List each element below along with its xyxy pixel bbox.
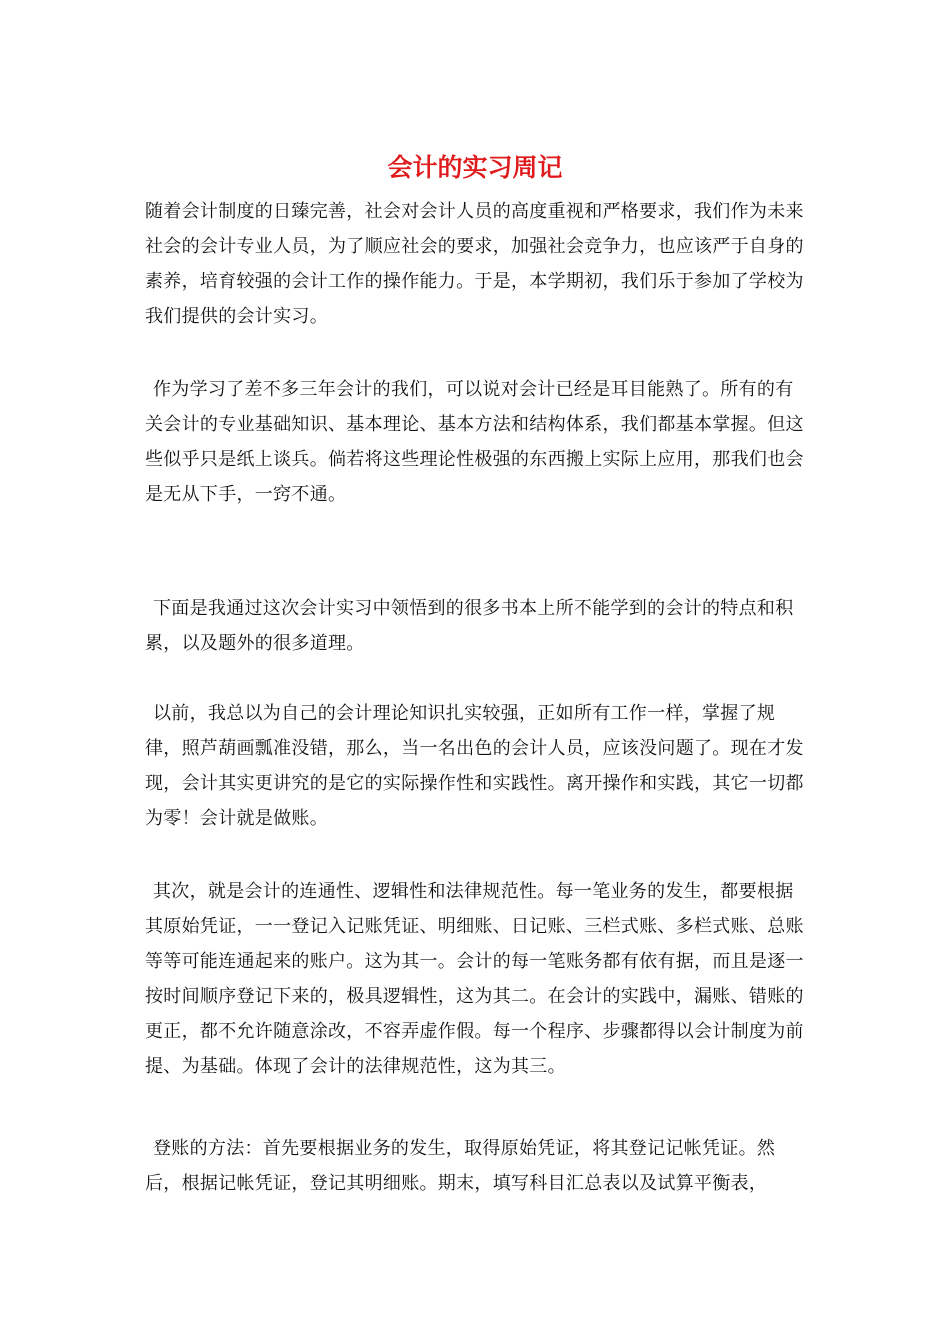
paragraph-4: 以前，我总以为自己的会计理论知识扎实较强，正如所有工作一样，掌握了规律，照芦葫画瓢准没错，那么，当一名出色的会计人员，应该没问题了。现在才发现，会计其实更讲究的是它的实际操作性和实践性。离开操作和实践，其它一切都为零！会计就是做账。 [145, 703, 804, 829]
paragraph-5: 其次，就是会计的连通性、逻辑性和法律规范性。每一笔业务的发生，都要根据其原始凭证，一一登记入记账凭证、明细账、日记账、三栏式账、多栏式账、总账等等可能连通起来的账户。这为其一。会计的每一笔账务都有依有据，而且是逐一按时间顺序登记下来的，极具逻辑性，这为其二。在会计的实践中，漏账、错账的更正，都不允许随意涂改，不容弄虚作假。每一个程序、步骤都得以会计制度为前提、为基础。体现了会计的法律规范性，这为其三。 [145, 881, 804, 1077]
paragraph-3: 下面是我通过这次会计实习中领悟到的很多书本上所不能学到的会计的特点和积累，以及题外的很多道理。 [145, 598, 794, 654]
paragraph-1: 随着会计制度的日臻完善，社会对会计人员的高度重视和严格要求，我们作为未来社会的会计专业人员，为了顺应社会的要求，加强社会竞争力，也应该严于自身的素养，培育较强的会计工作的操作能力。于是，本学期初，我们乐于参加了学校为我们提供的会计实习。 [145, 201, 804, 327]
document-title: 会计的实习周记 [387, 153, 563, 182]
paragraph-6: 登账的方法：首先要根据业务的发生，取得原始凭证，将其登记记帐凭证。然后，根据记帐凭证，登记其明细账。期末，填写科目汇总表以及试算平衡表， [145, 1138, 776, 1194]
paragraph-2: 作为学习了差不多三年会计的我们，可以说对会计已经是耳目能熟了。所有的有关会计的专业基础知识、基本理论、基本方法和结构体系，我们都基本掌握。但这些似乎只是纸上谈兵。倘若将这些理论性极强的东西搬上实际上应用，那我们也会是无从下手，一窍不通。 [145, 379, 804, 505]
